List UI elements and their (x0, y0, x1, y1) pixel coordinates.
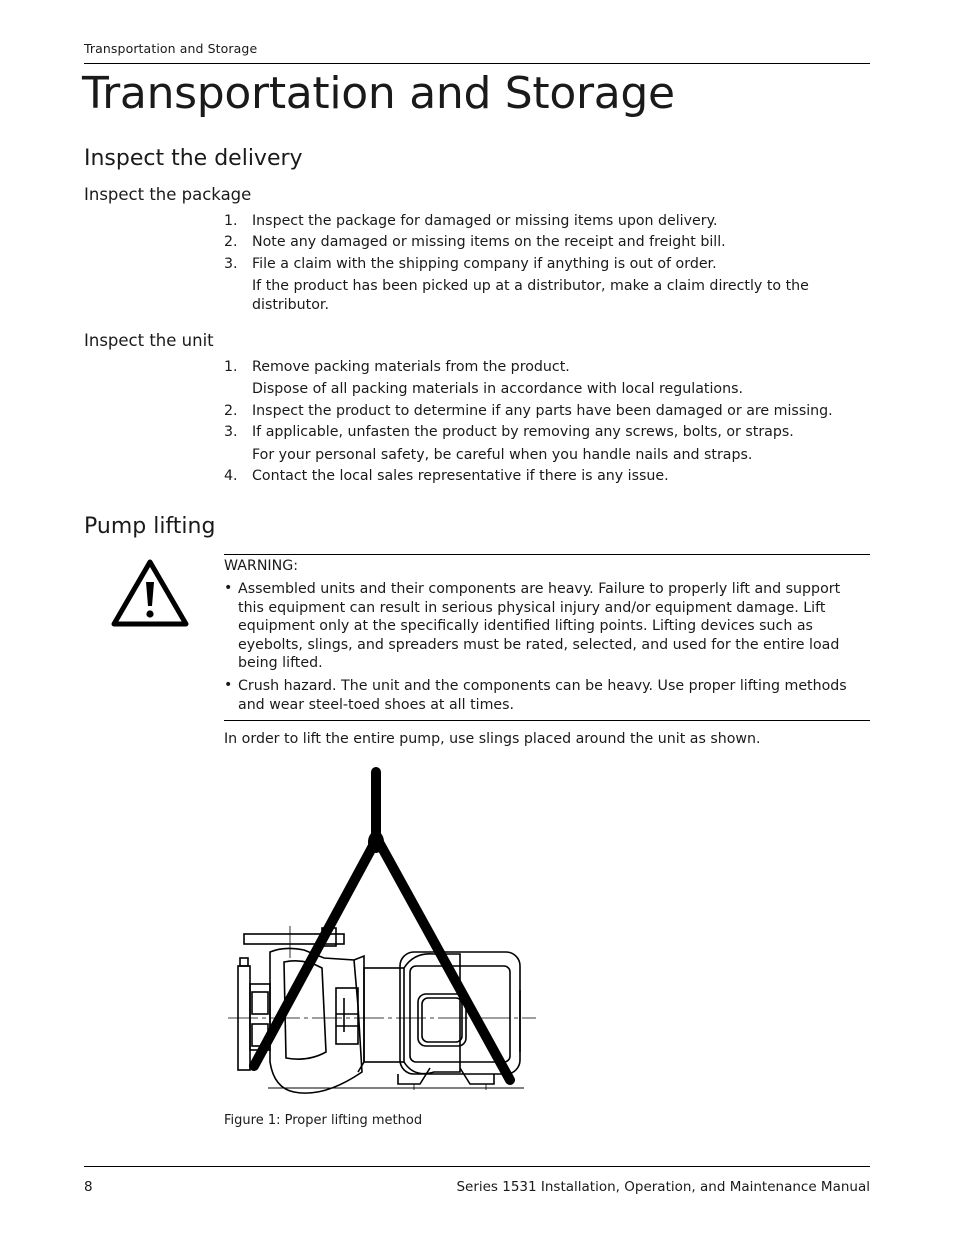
unit-step-1: Remove packing materials from the product. (252, 359, 570, 375)
package-step-3: File a claim with the shipping company if anything is out of order. (252, 256, 717, 272)
figure-caption: Figure 1: Proper lifting method (224, 1113, 423, 1128)
unit-step-3: If applicable, unfasten the product by removing any screws, bolts, or straps. (252, 424, 794, 440)
heading-pump-lifting: Pump lifting (84, 514, 216, 539)
unit-step-2: Inspect the product to determine if any parts have been damaged or are missing. (252, 403, 833, 419)
page-number: 8 (84, 1179, 93, 1195)
warning-top-rule (224, 554, 870, 555)
package-step-1: Inspect the package for damaged or missing items upon delivery. (252, 213, 718, 229)
step-number: 2. (224, 234, 238, 250)
unit-step-3-note: For your personal safety, be careful when you handle nails and straps. (252, 447, 753, 463)
step-number: 3. (224, 256, 238, 272)
bullet-marker: • (224, 580, 233, 596)
package-step-3-note: If the product has been picked up at a distributor, make a claim directly to the distributor. (252, 278, 809, 313)
step-number: 3. (224, 424, 238, 440)
heading-inspect-package: Inspect the package (84, 185, 252, 204)
warning-triangle-icon (110, 558, 190, 628)
footer-rule (84, 1166, 870, 1167)
heading-inspect-unit: Inspect the unit (84, 331, 214, 350)
heading-inspect-delivery: Inspect the delivery (84, 146, 303, 171)
lifting-intro: In order to lift the entire pump, use slings placed around the unit as shown. (224, 731, 761, 747)
page-title: Transportation and Storage (82, 68, 675, 119)
step-number: 2. (224, 403, 238, 419)
step-number: 1. (224, 213, 238, 229)
warning-bottom-rule (224, 720, 870, 721)
step-number: 4. (224, 468, 238, 484)
pump-lifting-figure (224, 762, 540, 1108)
bullet-marker: • (224, 677, 233, 693)
warning-bullet-1: Assembled units and their components are heavy. Failure to properly lift and support this equipment can result in serious physical injury and/or equipment damage. Lift equipment only at the specifically identified lifting points. Lifting devices such as eyebolts, slings, and spreaders must be rated, selected, and used for the entire load being lifted. (238, 581, 841, 672)
manual-title: Series 1531 Installation, Operation, and Maintenance Manual (456, 1179, 870, 1195)
running-head: Transportation and Storage (84, 41, 258, 56)
unit-step-1-note: Dispose of all packing materials in accordance with local regulations. (252, 381, 743, 397)
warning-bullet-2: Crush hazard. The unit and the components can be heavy. Use proper lifting methods and wear steel-toed shoes at all times. (238, 678, 847, 713)
package-step-2: Note any damaged or missing items on the receipt and freight bill. (252, 234, 726, 250)
step-number: 1. (224, 359, 238, 375)
warning-label: WARNING: (224, 558, 298, 574)
unit-step-4: Contact the local sales representative if there is any issue. (252, 468, 669, 484)
